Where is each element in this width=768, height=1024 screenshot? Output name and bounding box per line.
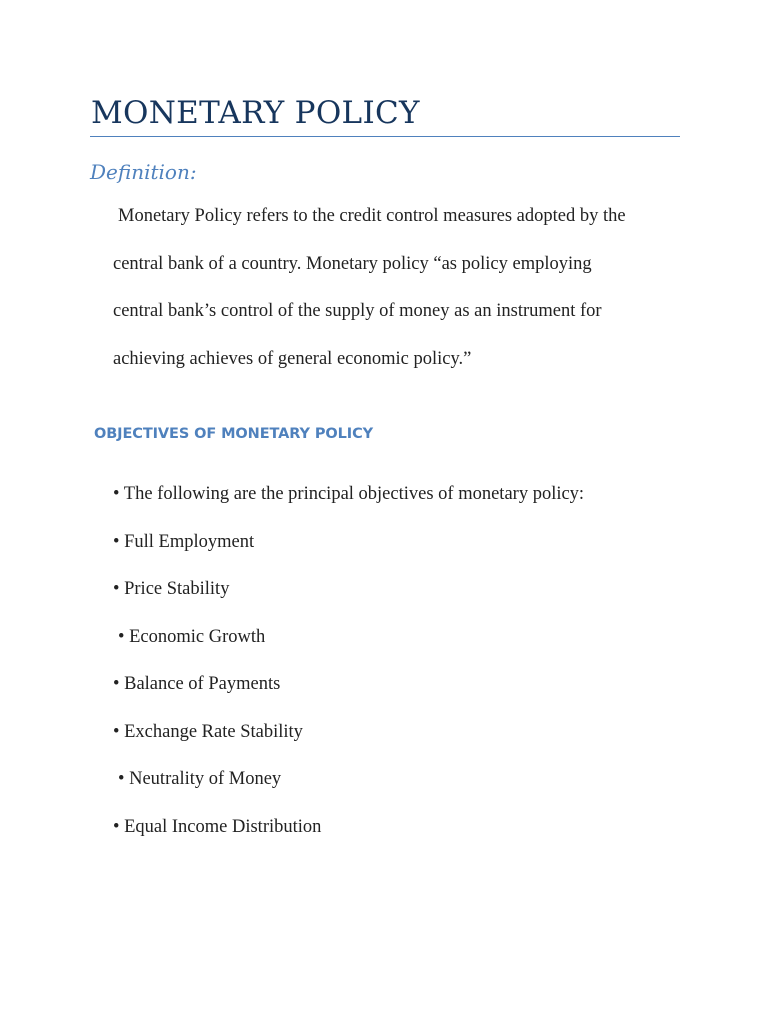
definition-line: central bank of a country. Monetary policy “as policy employing — [113, 254, 592, 274]
objective-text: Exchange Rate Stability — [124, 722, 303, 742]
objective-item — [118, 766, 281, 792]
definition-line: central bank’s control of the supply of money as an instrument for — [113, 301, 602, 321]
bullet-icon: • — [118, 627, 125, 647]
definition-heading: Definition: — [90, 160, 197, 184]
objective-text: The following are the principal objectives of monetary policy: — [123, 484, 585, 504]
objective-text: Balance of Payments — [124, 674, 281, 694]
title-underline — [90, 136, 680, 137]
objective-item — [113, 671, 280, 697]
objective-text: Equal Income Distribution — [124, 817, 322, 837]
objective-item — [113, 719, 303, 745]
bullet-icon: • — [113, 579, 120, 599]
definition-line: Monetary Policy refers to the credit control measures adopted by the — [118, 206, 626, 226]
bullet-icon: • — [113, 532, 120, 552]
bullet-icon: • — [113, 484, 120, 504]
objective-item — [113, 481, 584, 507]
objective-text: Neutrality of Money — [129, 769, 282, 789]
objective-text: Price Stability — [124, 579, 230, 599]
objective-item — [113, 814, 321, 840]
definition-line: achieving achieves of general economic policy.” — [113, 349, 472, 369]
objective-text: Economic Growth — [129, 627, 266, 647]
objective-item — [113, 529, 254, 555]
bullet-icon: • — [118, 769, 125, 789]
objective-text: Full Employment — [124, 532, 255, 552]
objective-item — [113, 576, 229, 602]
objective-item — [118, 624, 265, 650]
objectives-heading: OBJECTIVES OF MONETARY POLICY — [94, 426, 374, 442]
page-title: MONETARY POLICY — [91, 95, 420, 131]
bullet-icon: • — [113, 817, 120, 837]
bullet-icon: • — [113, 674, 120, 694]
bullet-icon: • — [113, 722, 120, 742]
